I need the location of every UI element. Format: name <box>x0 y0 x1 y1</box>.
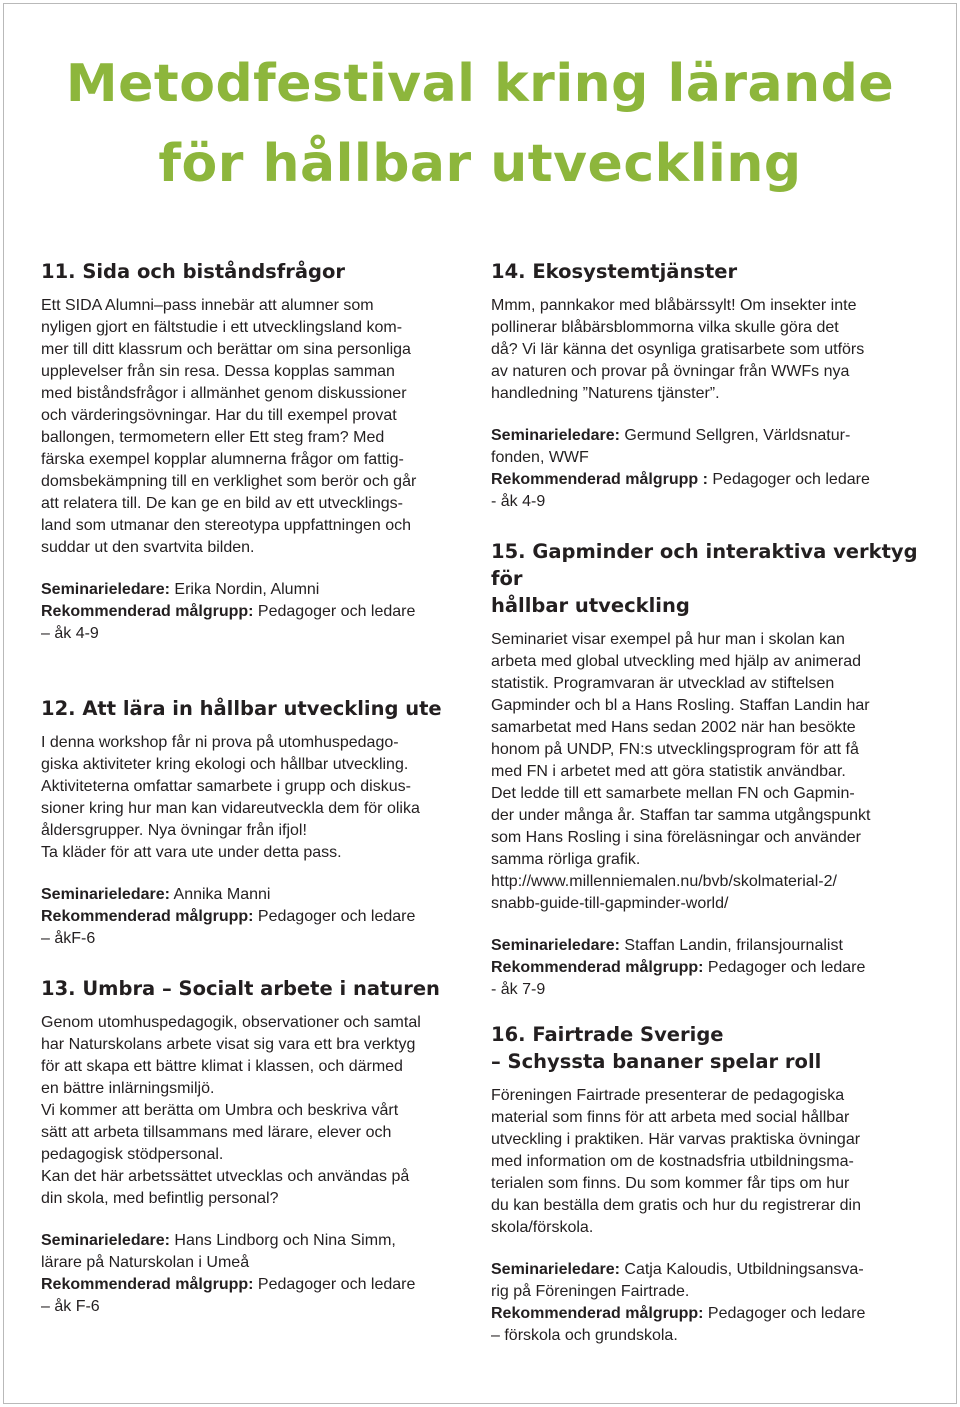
leader-value: Annika Manni <box>169 886 271 903</box>
target-value: Pedagoger och ledare – åkF-6 <box>41 908 416 947</box>
section-15 <box>491 538 927 1001</box>
leader-value: Hans Lindborg och Nina Simm, lärare på Naturskolan i Umeå <box>41 1232 396 1271</box>
section-meta <box>41 884 477 950</box>
section-heading: 14. Ekosystemtjänster <box>491 260 738 283</box>
section-body: Genom utomhuspedagogik, observationer och samtal har Naturskolans arbete visat sig vara ett bra verktyg för att skapa ett bättre klimat i klassen, och därmed en bättre inlärningsmiljö. Vi kommer att berätta om Umbra och beskriva vårt sätt att arbeta tillsammans med lärare, elever och pedagogisk stödpersonal. Kan det här arbetssättet utvecklas och användas på din skola, med befintlig personal? <box>41 1014 421 1207</box>
section-meta <box>41 1230 477 1318</box>
section-body: Föreningen Fairtrade presenterar de pedagogiska material som finns för att arbeta med social hållbar utveckling i praktiken. Här varvas praktiska övningar med information om de kostnadsfria utbildningsma- terialen som finns. Du som kommer får tips om hur du kan beställa dem gratis och hur du registrerar din skola/förskola. <box>491 1087 861 1236</box>
section-heading: 11. Sida och biståndsfrågor <box>41 260 346 283</box>
left-column <box>41 258 477 1318</box>
target-label: Rekommenderad målgrupp: <box>41 1276 254 1293</box>
section-meta <box>491 935 927 1001</box>
leader-label: Seminarieledare: <box>41 886 170 903</box>
leader-value: Staffan Landin, frilansjournalist <box>619 937 843 954</box>
section-heading: 16. Fairtrade Sverige – Schyssta bananer spelar roll <box>491 1023 822 1073</box>
leader-value: Germund Sellgren, Världsnatur- fonden, WWF <box>491 427 851 466</box>
target-label: Rekommenderad målgrupp: <box>41 908 254 925</box>
target-value: Pedagoger och ledare - åk 7-9 <box>491 959 866 998</box>
section-11 <box>41 258 477 645</box>
target-value: Pedagoger och ledare – åk F-6 <box>41 1276 416 1315</box>
section-heading: 12. Att lära in hållbar utveckling ute <box>41 697 442 720</box>
target-label: Rekommenderad målgrupp : <box>491 471 708 488</box>
right-column <box>491 258 927 1347</box>
leader-value: Erika Nordin, Alumni <box>169 581 320 598</box>
section-body: Mmm, pannkakor med blåbärssylt! Om insekter inte pollinerar blåbärsblommorna vilka skulle göra det då? Vi lär känna det osynliga gratisarbete som utförs av naturen och provar på övningar från WWFs nya handledning ”Naturens tjänster”. <box>491 297 865 402</box>
leader-label: Seminarieledare: <box>41 581 170 598</box>
target-value: Pedagoger och ledare – åk 4-9 <box>41 603 416 642</box>
section-body: Seminariet visar exempel på hur man i skolan kan arbeta med global utveckling med hjälp av animerad statistik. Programvaran är utvecklad av stiftelsen Gapminder och bl a Hans Rosling. Staffan Landin har samarbetat med Hans sedan 2002 när han besökte honom på UNDP, FN:s utvecklingsprogram för att få med FN i arbetet med att göra statistik användbar. Det ledde till ett samarbete mellan FN och Gapmin- der under många år. Staffan tar samma utgångspunkt som Hans Rosling i sina föreläsningar och använder samma rörliga grafik. http://www.millenniemalen.nu/bvb/skolmaterial-2/ snabb-guide-till-gapminder-world/ <box>491 631 871 912</box>
target-label: Rekommenderad målgrupp: <box>491 1305 704 1322</box>
section-13 <box>41 975 477 1318</box>
page-title-line-1: Metodfestival kring lärande <box>65 54 895 114</box>
page-title <box>0 44 960 204</box>
target-value: Pedagoger och ledare - åk 4-9 <box>491 471 870 510</box>
section-12 <box>41 695 477 950</box>
leader-label: Seminarieledare: <box>491 937 620 954</box>
section-body: I denna workshop får ni prova på utomhuspedago- giska aktiviteter kring ekologi och hållbar utveckling. Aktiviteterna omfattar samarbete i grupp och diskus- sioner kring hur man kan vidareutveckla dem för olika åldersgrupper. Nya övningar från ifjol! Ta kläder för att vara ute under detta pass. <box>41 734 420 861</box>
section-14 <box>491 258 927 513</box>
section-heading: 13. Umbra – Socialt arbete i naturen <box>41 977 440 1000</box>
section-meta <box>491 1259 927 1347</box>
section-meta <box>491 425 927 513</box>
leader-value: Catja Kaloudis, Utbildningsansva- rig på Föreningen Fairtrade. <box>491 1261 864 1300</box>
target-label: Rekommenderad målgrupp: <box>491 959 704 976</box>
section-16 <box>491 1021 927 1347</box>
section-heading: 15. Gapminder och interaktiva verktyg för hållbar utveckling <box>491 540 918 617</box>
page-title-line-2: för hållbar utveckling <box>158 134 802 194</box>
section-body: Ett SIDA Alumni–pass innebär att alumner som nyligen gjort en fältstudie i ett utvecklingsland kom- mer till ditt klassrum och berättar om sina personliga upplevelser från sin resa. Dessa kopplas samman med biståndsfrågor i allmänhet genom diskussioner och värderingsövningar. Har du till exempel provat ballongen, termometern eller Ett steg fram? Med färska exempel kopplar alumnerna frågor om fattig- domsbekämpning till en verklighet som berör och går att relatera till. De kan ge en bild av ett utvecklings- land som utmanar den stereotypa uppfattningen och suddar ut den svartvita bilden. <box>41 297 417 556</box>
target-label: Rekommenderad målgrupp: <box>41 603 254 620</box>
section-meta <box>41 579 477 645</box>
leader-label: Seminarieledare: <box>41 1232 170 1249</box>
target-value: Pedagoger och ledare – förskola och grundskola. <box>491 1305 866 1344</box>
leader-label: Seminarieledare: <box>491 427 620 444</box>
leader-label: Seminarieledare: <box>491 1261 620 1278</box>
